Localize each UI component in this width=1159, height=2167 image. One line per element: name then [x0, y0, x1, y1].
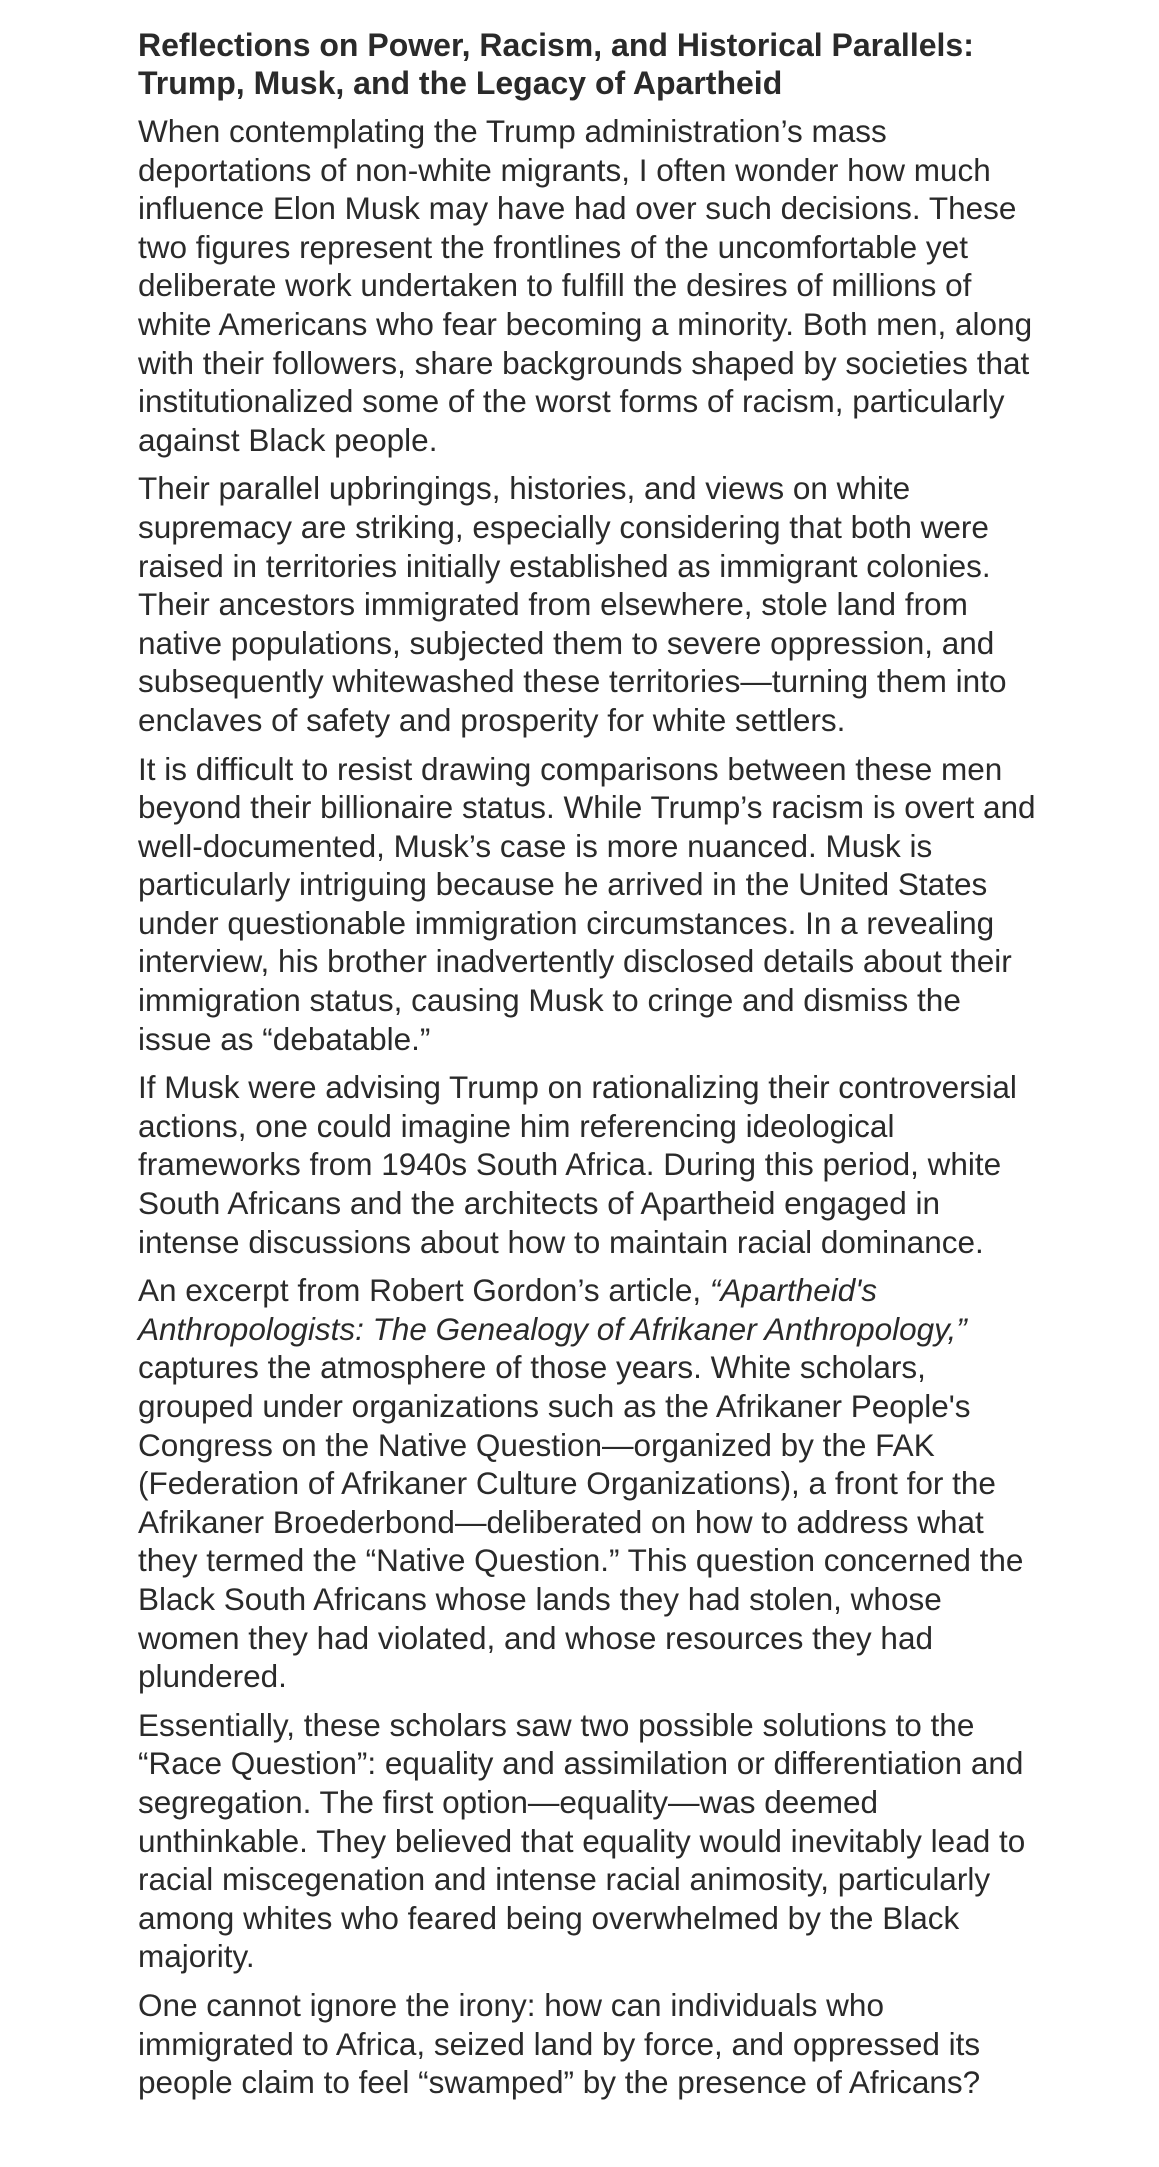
paragraph-5	[138, 1271, 1038, 1696]
article-citation: “Apartheid's Anthropologists: The Genealogy of Afrikaner Anthropology,”	[138, 1272, 967, 1347]
paragraph-5-intro: An excerpt from Robert Gordon’s article,	[138, 1272, 710, 1309]
paragraph-6: Essentially, these scholars saw two possible solutions to the “Race Question”: equality and assimilation or differentiation and segregation. The first option—equality—was deemed unthinkable. They believed that equality would inevitably lead to racial miscegenation and intense racial animosity, particularly among whites who feared being overwhelmed by the Black majority.	[138, 1706, 1026, 1975]
paragraph-2: Their parallel upbringings, histories, and views on white supremacy are striking, especially considering that both were raised in territories initially established as immigrant colonies. Their ancestors immigrated from elsewhere, stole land from native populations, subjected them to severe oppression, and subsequently whitewashed these territories—turning them into enclaves of safety and prosperity for white settlers.	[138, 470, 1007, 738]
paragraph-3: It is difficult to resist drawing comparisons between these men beyond their billionaire status. While Trump’s racism is overt and well-documented, Musk’s case is more nuanced. Musk is particularly intriguing because he arrived in the United States under questionable immigration circumstances. In a revealing interview, his brother inadvertently disclosed details about their immigration status, causing Musk to cringe and dismiss the issue as “debatable.”	[138, 750, 1036, 1057]
paragraph-5-body: captures the atmosphere of those years. White scholars, grouped under organizations such as the Afrikaner People's Congress on the Native Question—organized by the FAK (Federation of Afrikaner Culture Organizations), a front for the Afrikaner Broederbond—deliberated on how to address what they termed the “Native Question.” This question concerned the Black South Africans whose lands they had stolen, whose women they had violated, and whose resources they had plundered.	[138, 1349, 1024, 1695]
article	[138, 26, 1038, 2112]
article-title-line-1: Reflections on Power, Racism, and Historical Parallels:	[138, 27, 974, 63]
article-title-line-2: Trump, Musk, and the Legacy of Apartheid	[138, 65, 783, 101]
article-title	[138, 26, 1038, 102]
paragraph-4: If Musk were advising Trump on rationalizing their controversial actions, one could imagine him referencing ideological frameworks from 1940s South Africa. During this period, white South Africans and the architects of Apartheid engaged in intense discussions about how to maintain racial dominance.	[138, 1069, 1017, 1260]
paragraph-1: When contemplating the Trump administration’s mass deportations of non-white migrants, I often wonder how much influence Elon Musk may have had over such decisions. These two figures represent the frontlines of the uncomfortable yet deliberate work undertaken to fulfill the desires of millions of white Americans who fear becoming a minority. Both men, along with their followers, share backgrounds shaped by societies that institutionalized some of the worst forms of racism, particularly against Black people.	[138, 113, 1033, 458]
paragraph-7: One cannot ignore the irony: how can individuals who immigrated to Africa, seized land by force, and oppressed its people claim to feel “swamped” by the presence of Africans?	[138, 1986, 981, 2101]
